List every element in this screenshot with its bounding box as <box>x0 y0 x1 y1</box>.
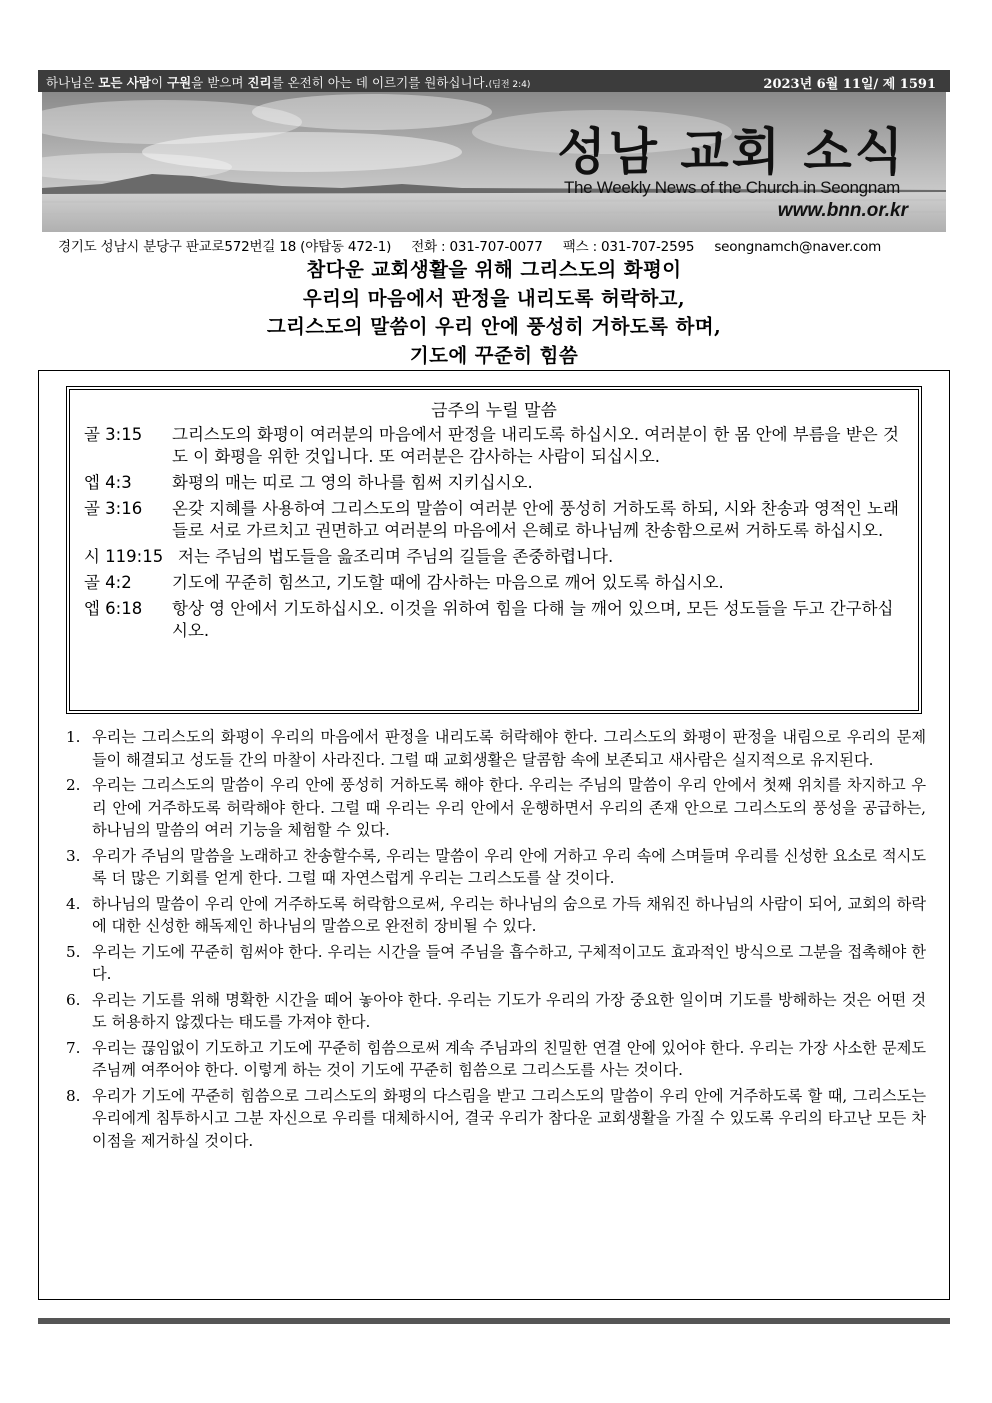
verse-emphasis: 모든 사람 <box>98 75 151 90</box>
point-item <box>66 1037 926 1082</box>
verse-item <box>84 598 902 642</box>
verse-item <box>84 546 902 568</box>
bottom-divider <box>38 1318 950 1324</box>
verse-text: 이 <box>150 75 167 90</box>
point-text: 우리는 그리스도의 화평이 우리의 마음에서 판정을 내리도록 허락해야 한다. 그리스도의 화평이 판정을 내림으로 우리의 문제들이 해결되고 성도들 간의 마찰이 사라진다. 그럴 때 교회생활은 달콤함 속에 보존되고 새사람은 실지적으로 유지된다. <box>92 728 926 769</box>
point-text: 우리는 끊임없이 기도하고 기도에 꾸준히 힘씀으로써 계속 주님과의 친밀한 연결 안에 있어야 한다. 우리는 가장 사소한 문제도 주님께 여쭈어야 한다. 이렇게 하는 것이 기도에 꾸준히 힘씀으로 그리스도를 사는 것이다. <box>92 1038 926 1079</box>
verse-ref: 시 119:15 <box>84 547 164 566</box>
email[interactable]: seongnamch@naver.com <box>714 239 882 255</box>
point-number: 2. <box>66 776 81 794</box>
issue-date: 2023년 6월 11일/ 제 1591 <box>763 77 936 92</box>
point-text: 하나님의 말씀이 우리 안에 거주하도록 허락함으로써, 우리는 하나님의 숨으로 가득 채워진 하나님의 사람이 되어, 교회의 하락에 대한 신성한 해독제인 하나님의 말씀으로 완전히 장비될 수 있다. <box>92 894 926 935</box>
headline-line: 우리의 마음에서 판정을 내리도록 허락하고, <box>302 286 686 310</box>
verse-text: 하나님은 <box>46 75 99 90</box>
header-verse <box>46 73 530 91</box>
verse-ref: 엡 4:3 <box>84 473 132 492</box>
website-url[interactable]: www.bnn.or.kr <box>777 200 908 221</box>
verses-box-title: 금주의 누릴 말씀 <box>431 401 557 421</box>
point-item <box>66 774 926 842</box>
point-text: 우리는 그리스도의 말씀이 우리 안에 풍성히 거하도록 해야 한다. 우리는 주님의 말씀이 우리 안에서 첫째 위치를 차지하고 우리 안에 거주하도록 허락해야 한다. 그럴 때 우리는 우리 안에서 운행하면서 우리의 존재 안으로 그리스도의 풍성을 공급하는, 하나님의 말씀의 여러 기능을 체험할 수 있다. <box>92 776 926 839</box>
verse-item <box>84 424 902 468</box>
verses-box <box>66 386 922 714</box>
headline <box>38 256 950 370</box>
newsletter-title: 성남 교회 소식 <box>557 122 906 181</box>
verse-emphasis: 구원 <box>167 75 192 90</box>
point-item <box>66 845 926 890</box>
verse-text: 온갖 지혜를 사용하여 그리스도의 말씀이 여러분 안에 풍성히 거하도록 하되, 시와 찬송과 영적인 노래들로 서로 가르치고 권면하고 여러분의 마음에서 은혜로 하나님께 찬송함으로써 거하도록 하십시오. <box>172 499 899 540</box>
point-number: 7. <box>66 1038 81 1057</box>
point-item <box>66 893 926 938</box>
point-item <box>66 989 926 1034</box>
verse-text: 그리스도의 화평이 여러분의 마음에서 판정을 내리도록 하십시오. 여러분이 한 몸 안에 부름을 받은 것도 이 화평을 위한 것입니다. 또 여러분은 감사하는 사람이 되십시오. <box>172 425 899 466</box>
verse-ref: 골 3:16 <box>84 499 143 518</box>
verse-ref: 골 3:15 <box>84 425 143 444</box>
address: 경기도 성남시 분당구 판교로572번길 18 (야탑동 472-1) <box>58 239 392 255</box>
verse-text: 화평의 매는 띠로 그 영의 하나를 힘써 지키십시오. <box>172 473 533 492</box>
headline-line: 참다운 교회생활을 위해 그리스도의 화평이 <box>306 258 682 281</box>
verse-item <box>84 472 902 494</box>
masthead-banner <box>42 92 946 232</box>
verse-reference: (딤전 2:4) <box>488 80 531 90</box>
point-number: 5. <box>66 942 81 961</box>
verse-text: 를 온전히 아는 데 이르기를 원하십니다. <box>271 75 489 90</box>
point-item <box>66 1085 926 1153</box>
newsletter-subtitle: The Weekly News of the Church in Seongnam <box>563 178 900 197</box>
verse-text: 저는 주님의 법도들을 읊조리며 주님의 길들을 존중하렵니다. <box>178 547 614 566</box>
verse-text: 기도에 꾸준히 힘쓰고, 기도할 때에 감사하는 마음으로 깨어 있도록 하십시오. <box>172 573 724 592</box>
verse-item <box>84 498 902 542</box>
verse-emphasis: 진리 <box>247 75 272 90</box>
point-number: 3. <box>66 846 81 865</box>
point-text: 우리가 기도에 꾸준히 힘씀으로 그리스도의 화평의 다스림을 받고 그리스도의 말씀이 우리 안에 거주하도록 할 때, 그리스도는 우리에게 침투하시고 그분 자신으로 우리를 대체하시어, 결국 우리가 참다운 교회생활을 가질 수 있도록 우리의 타고난 모든 차이점을 제거하실 것이다. <box>92 1086 926 1150</box>
verse-text: 을 받으며 <box>191 75 248 90</box>
verse-ref: 골 4:2 <box>84 573 132 592</box>
point-text: 우리는 기도에 꾸준히 힘써야 한다. 우리는 시간을 들여 주님을 흡수하고, 구체적이고도 효과적인 방식으로 그분을 접촉해야 한다. <box>92 942 926 983</box>
point-text: 우리가 주님의 말씀을 노래하고 찬송할수록, 우리는 말씀이 우리 안에 거하고 우리 속에 스며들며 우리를 신성한 요소로 적시도록 더 많은 기회를 얻게 한다. 그럴 때 자연스럽게 우리는 그리스도를 살 것이다. <box>92 846 926 887</box>
headline-line: 그리스도의 말씀이 우리 안에 풍성히 거하도록 하며, <box>266 315 722 338</box>
point-number: 8. <box>66 1086 81 1105</box>
top-bar <box>38 70 950 92</box>
point-number: 6. <box>66 990 81 1009</box>
verse-item <box>84 572 902 594</box>
point-item <box>66 726 926 771</box>
verse-ref: 엡 6:18 <box>84 599 143 618</box>
fax: 팩스 : 031-707-2595 <box>562 239 695 255</box>
verse-text: 항상 영 안에서 기도하십시오. 이것을 위하여 힘을 다해 늘 깨어 있으며, 모든 성도들을 두고 간구하십시오. <box>172 599 894 640</box>
point-number: 4. <box>66 894 81 913</box>
phone: 전화 : 031-707-0077 <box>411 239 543 255</box>
point-item <box>66 941 926 986</box>
points-list <box>66 726 926 1155</box>
point-number: 1. <box>66 728 81 746</box>
contact-line <box>58 235 938 255</box>
headline-line: 기도에 꾸준히 힘씀 <box>409 343 579 367</box>
point-text: 우리는 기도를 위해 명확한 시간을 떼어 놓아야 한다. 우리는 기도가 우리의 가장 중요한 일이며 기도를 방해하는 것은 어떤 것도 허용하지 않겠다는 태도를 가져야 한다. <box>92 990 926 1031</box>
